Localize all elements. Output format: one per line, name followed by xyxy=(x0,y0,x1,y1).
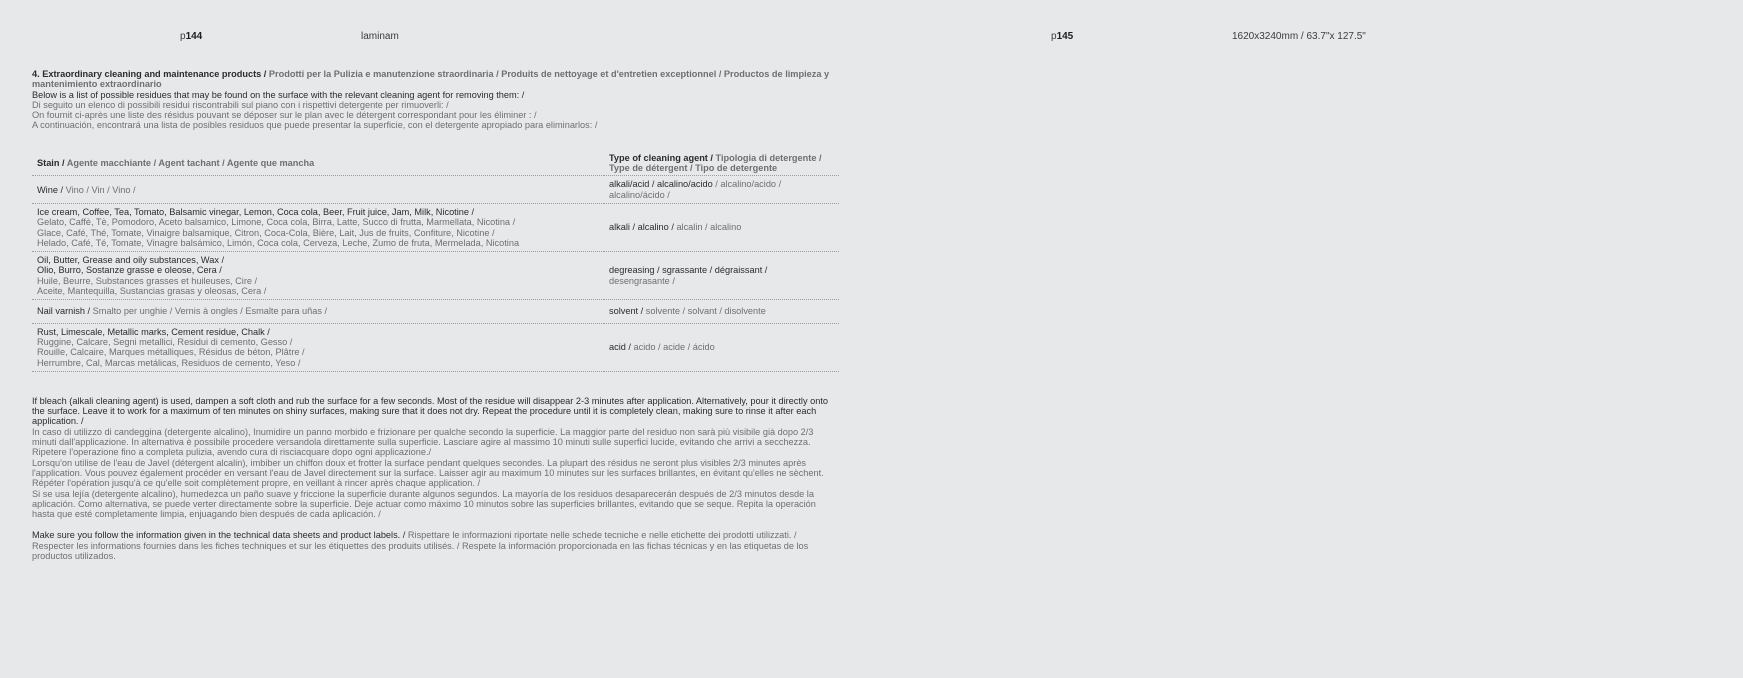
table-row xyxy=(32,203,839,251)
closing-note: Make sure you follow the information given in the technical data sheets and product labels. / Rispettare le informazioni riportate nelle schede tecniche e nelle etichette dei prodotti utilizzati. / Respecter les informations fournies dans les fiches techniques et sur les étiquettes des produits utilisés. / Respete la información proporcionada en las fichas técnicas y en las etiquetas de los productos utilizados. xyxy=(32,530,809,561)
table-row xyxy=(32,252,839,300)
intro-es: A continuación, encontrará una lista de posibles residuos que puede presentar la superficie, con el detergente apropiado para eliminarlos: / xyxy=(32,120,598,131)
stain-cell: Nail varnish / Smalto per unghie / Vernis à ongles / Esmalte para uñas / xyxy=(32,300,604,323)
table-row xyxy=(32,323,839,371)
bleach-en: If bleach (alkali cleaning agent) is used, dampen a soft cloth and rub the surface for a few seconds. Most of the residue will disappear 2-3 minutes after application. Alternatively, pour it directly onto the surface. Leave it to work for a maximum of ten minutes on shiny surfaces, making sure that it does not dry. Repeat the procedure until it is completely clean, making sure to rinse it after each application. / xyxy=(32,395,829,427)
agent-column-header: Type of cleaning agent / Tipologia di detergente / Type de détergent / Tipo de detergente xyxy=(604,145,839,176)
section-title: 4. Extraordinary cleaning and maintenance products / Prodotti per la Pulizia e manutenzione straordinaria / Produits de nettoyage et d'entretien exceptionnel / Productos de limpieza y mantenimiento extraordinario xyxy=(32,69,830,90)
right-page-number: p145 xyxy=(1051,31,1074,42)
intro-en: Below is a list of possible residues that may be found on the surface with the relevant cleaning agent for removing them: / xyxy=(32,89,525,100)
bleach-es: Si se usa lejía (detergente alcalino), humedezca un paño suave y friccione la superficie durante algunos segundos. La mayoría de los residuos desaparecerán después de 2/3 minutos desde la aplicación. Como alternativa, se puede verter directamente sobre la superficie. Deje actuar como máximo 10 minutos sobre las superficies brillantes, evitando que se seque. Repita la operación hasta que esté completamente limpia, enjuagando bien después de cada aplicación. / xyxy=(32,488,816,520)
stain-cell: Wine / Vino / Vin / Vino / xyxy=(32,176,604,204)
agent-cell: acid / acido / acide / ácido xyxy=(604,323,839,371)
stain-cell: Oil, Butter, Grease and oily substances, Wax / Olio, Burro, Sostanze grasse e oleose, Cera / Huile, Beurre, Substances grasses et huileuses, Cire / Aceite, Mantequilla, Sustancias grasas y oleosas, Cera / xyxy=(32,252,604,300)
residue-table xyxy=(32,145,839,372)
left-page-number: p144 xyxy=(180,31,203,42)
stain-column-header: Stain / Agente macchiante / Agent tachant / Agente que mancha xyxy=(32,145,604,176)
bleach-fr: Lorsqu'on utilise de l'eau de Javel (détergent alcalin), imbiber un chiffon doux et frotter la surface pendant quelques secondes. La plupart des résidus ne seront plus visibles 2/3 minutes après l'application. Vous pouvez également procéder en versant l'eau de Javel directement sur la surface. Laisser agir au maximum 10 minutes sur les surfaces brillantes, en évitant qu'elles ne sèchent. Répéter l'opération jusqu'à ce qu'elle soit complètement propre, en veillant à rincer après chaque application. / xyxy=(32,457,824,489)
agent-cell: alkali/acid / alcalino/acido / alcalino/acido / alcalino/ácido / xyxy=(604,176,839,204)
bleach-it: In caso di utilizzo di candeggina (detergente alcalino), Inumidire un panno morbido e frizionare per qualche secondo la superficie. La maggior parte del residuo non sarà più visibile già dopo 2/3 minuti dall'applicazione. In alternativa è possibile procedere versandola direttamente sulla superficie. Lasciare agire al massimo 10 minuti sulle superfici lucide, evitando che arrivi a secchezza. Ripetere l'operazione fino a completa pulizia, avendo cura di risciacquare dopo ogni applicazione./ xyxy=(32,426,814,458)
brand-name: laminam xyxy=(361,31,399,42)
stain-cell: Ice cream, Coffee, Tea, Tomato, Balsamic vinegar, Lemon, Coca cola, Beer, Fruit juice, Jam, Milk, Nicotine / Gelato, Caffè, Tè, Pomodoro, Aceto balsamico, Limone, Coca cola, Birra, Latte, Succo di frutta, Marmellata, Nicotina / Glace, Café, Thé, Tomate, Vinaigre balsamique, Citron, Coca-Cola, Bière, Lait, Jus de fruits, Confiture, Nicotine / Helado, Café, Té, Tomate, Vinagre balsámico, Limón, Coca cola, Cerveza, Leche, Zumo de fruta, Mermelada, Nicotina xyxy=(32,203,604,251)
intro-fr: On fournit ci-après une liste des résidus pouvant se déposer sur le plan avec le détergent correspondant pour les éliminer : / xyxy=(32,110,537,121)
table-row xyxy=(32,300,839,323)
agent-cell: solvent / solvente / solvant / disolvente xyxy=(604,300,839,323)
agent-cell: degreasing / sgrassante / dégraissant / desengrasante / xyxy=(604,252,839,300)
intro-it: Di seguito un elenco di possibili residui riscontrabili sul piano con i rispettivi detergente per rimuoverli: / xyxy=(32,99,449,110)
size-spec: 1620x3240mm / 63.7"x 127.5" xyxy=(1232,31,1366,42)
table-header-row xyxy=(32,145,839,176)
stain-cell: Rust, Limescale, Metallic marks, Cement residue, Chalk / Ruggine, Calcare, Segni metallici, Residui di cemento, Gesso / Rouille, Calcaire, Marques métalliques, Résidus de béton, Plâtre / Herrumbre, Cal, Marcas metálicas, Residuos de cemento, Yeso / xyxy=(32,323,604,371)
bleach-instructions xyxy=(32,396,839,520)
table-row xyxy=(32,176,839,204)
agent-cell: alkali / alcalino / alcalin / alcalino xyxy=(604,203,839,251)
cleaning-section xyxy=(32,69,839,561)
